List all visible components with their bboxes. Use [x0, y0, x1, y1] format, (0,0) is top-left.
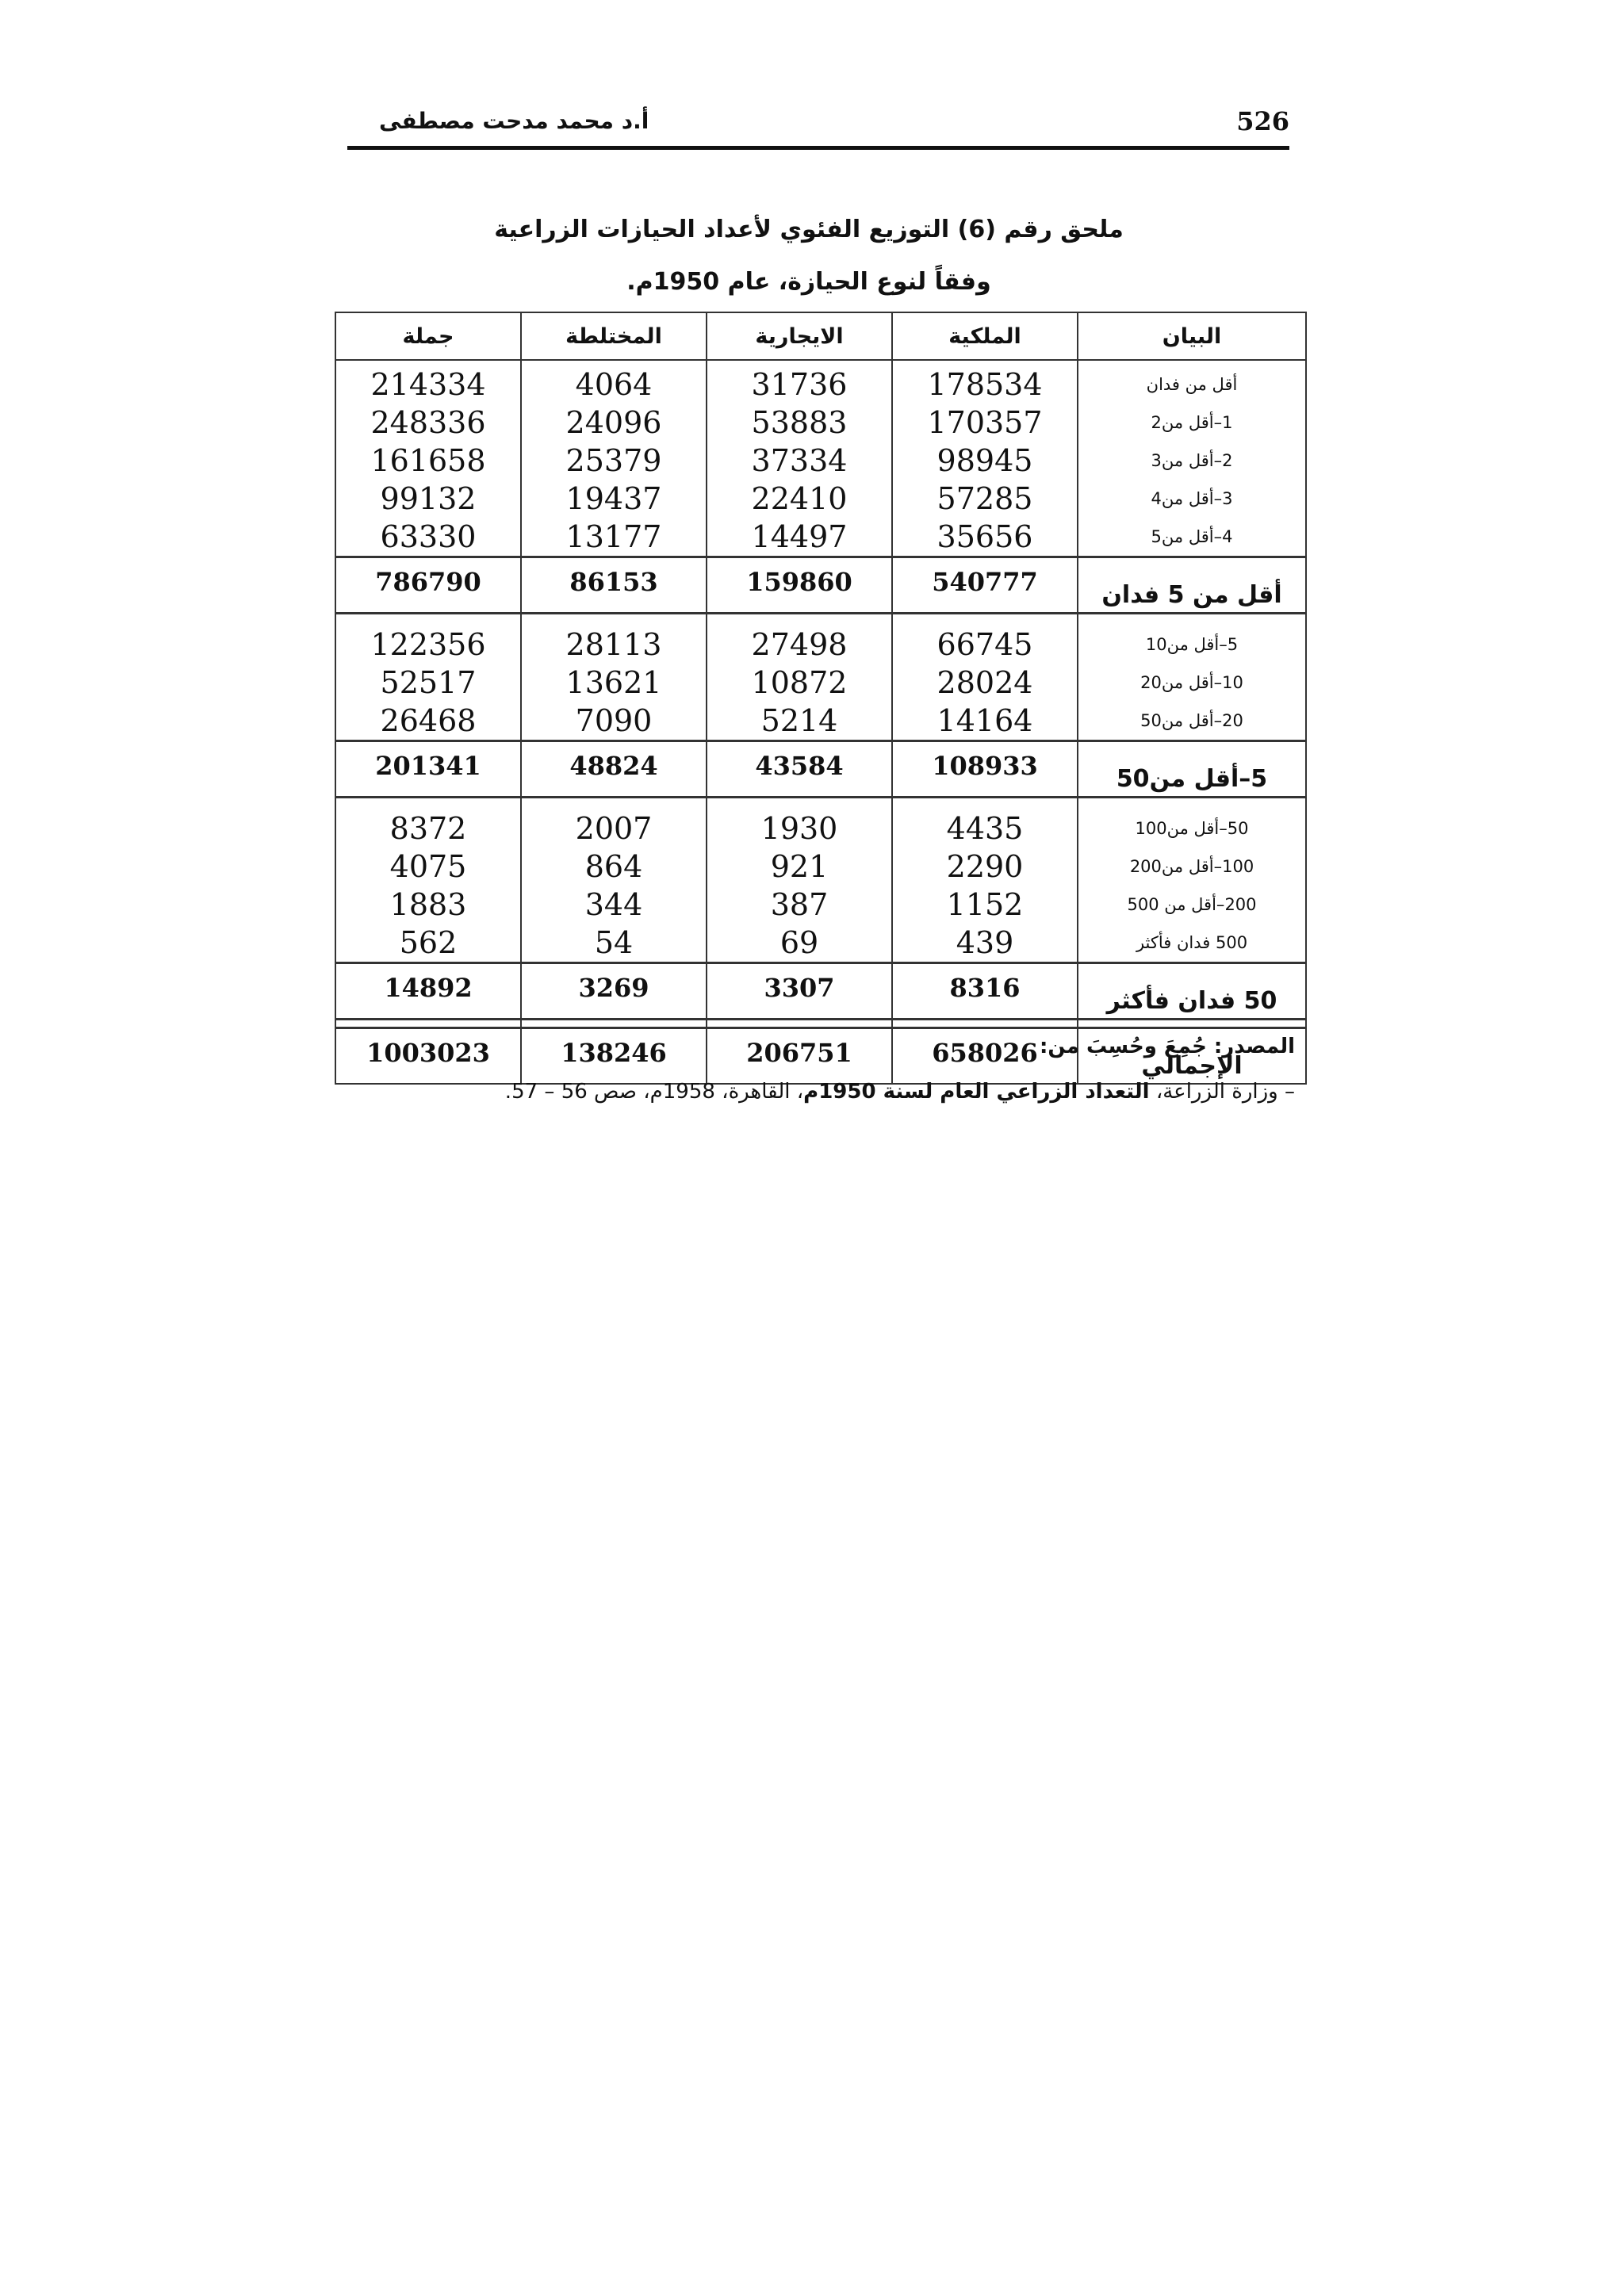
table-title-line1: ملحق رقم (6) التوزيع الفئوي لأعداد الحيازات الزراعية [494, 216, 1124, 243]
table-cell: 540777 [892, 557, 1078, 614]
row-label: 200–أقل من 500 [1078, 886, 1306, 924]
table-cell: 2290 [892, 848, 1078, 886]
table-row [335, 886, 1306, 924]
table-row [335, 702, 1306, 741]
source-book-title: التعداد الزراعي العام لسنة 1950م [803, 1080, 1150, 1104]
separator-cell [892, 798, 1078, 806]
header-rule [347, 146, 1289, 150]
table-cell: 108933 [892, 741, 1078, 798]
table-title-line2: وفقاً لنوع الحيازة، عام 1950م. [626, 268, 991, 296]
table-cell: 63330 [335, 518, 521, 557]
table-cell: 8372 [335, 805, 521, 848]
row-label: 100–أقل من200 [1078, 848, 1306, 886]
table-cell: 138246 [521, 1028, 707, 1085]
table-cell: 25379 [521, 442, 707, 480]
group-separator [335, 1020, 1306, 1028]
page-number: 526 [1236, 106, 1289, 136]
table-cell: 786790 [335, 557, 521, 614]
separator-cell [521, 798, 707, 806]
source-suffix: ، القاهرة، 1958م، صص 56 – 57. [504, 1080, 804, 1104]
table-cell: 28024 [892, 664, 1078, 702]
table-cell: 69 [707, 924, 892, 963]
source-title: المصدر: جُمِعَ وحُسِبَ من: [1040, 1035, 1295, 1058]
row-label: 5–أقل من50 [1078, 741, 1306, 798]
table-row [335, 442, 1306, 480]
table-cell: 122356 [335, 621, 521, 664]
table-cell: 1883 [335, 886, 521, 924]
table-cell: 27498 [707, 621, 892, 664]
separator-cell [892, 614, 1078, 622]
table-cell: 7090 [521, 702, 707, 741]
holdings-table [335, 312, 1307, 1085]
column-header: جملة [335, 312, 521, 360]
table-cell: 57285 [892, 480, 1078, 518]
source-reference [505, 1080, 1295, 1104]
row-label: أقل من فدان [1078, 360, 1306, 404]
table-cell: 99132 [335, 480, 521, 518]
row-label: 10–أقل من20 [1078, 664, 1306, 702]
table-cell: 10872 [707, 664, 892, 702]
table-row [335, 805, 1306, 848]
table-row [335, 848, 1306, 886]
row-label: أقل من 5 فدان [1078, 557, 1306, 614]
column-header: الملكية [892, 312, 1078, 360]
table-cell: 4064 [521, 360, 707, 404]
table-cell: 3269 [521, 963, 707, 1020]
table-cell: 22410 [707, 480, 892, 518]
table-row [335, 664, 1306, 702]
subtotal-row [335, 963, 1306, 1020]
separator-cell [1078, 798, 1306, 806]
page-header [347, 101, 1289, 149]
table-cell: 248336 [335, 404, 521, 442]
column-header: المختلطة [521, 312, 707, 360]
table-cell: 344 [521, 886, 707, 924]
table-cell: 14497 [707, 518, 892, 557]
table-row [335, 924, 1306, 963]
table-cell: 35656 [892, 518, 1078, 557]
table-cell: 1003023 [335, 1028, 521, 1085]
table-cell: 48824 [521, 741, 707, 798]
row-label: 500 فدان فأكثر [1078, 924, 1306, 963]
row-label: الإجمالي [1078, 1028, 1306, 1085]
table-cell: 161658 [335, 442, 521, 480]
table-cell: 86153 [521, 557, 707, 614]
table-cell: 864 [521, 848, 707, 886]
row-label: 20–أقل من50 [1078, 702, 1306, 741]
table-cell: 14164 [892, 702, 1078, 741]
table-cell: 214334 [335, 360, 521, 404]
table-cell: 14892 [335, 963, 521, 1020]
separator-cell [521, 614, 707, 622]
row-label: 2–أقل من3 [1078, 442, 1306, 480]
table-cell: 439 [892, 924, 1078, 963]
table-cell: 2007 [521, 805, 707, 848]
row-label: 50 فدان فأكثر [1078, 963, 1306, 1020]
group-separator [335, 798, 1306, 806]
separator-cell [521, 1020, 707, 1028]
table-cell: 170357 [892, 404, 1078, 442]
table-cell: 98945 [892, 442, 1078, 480]
row-label: 1–أقل من2 [1078, 404, 1306, 442]
table-header-row [335, 312, 1306, 360]
table-cell: 5214 [707, 702, 892, 741]
table-cell: 562 [335, 924, 521, 963]
separator-cell [707, 798, 892, 806]
table-cell: 201341 [335, 741, 521, 798]
table-cell: 4435 [892, 805, 1078, 848]
row-label: 50–أقل من100 [1078, 805, 1306, 848]
separator-cell [892, 1020, 1078, 1028]
table-cell: 26468 [335, 702, 521, 741]
separator-cell [335, 798, 521, 806]
table-cell: 54 [521, 924, 707, 963]
table-cell: 19437 [521, 480, 707, 518]
table-cell: 43584 [707, 741, 892, 798]
table-row [335, 621, 1306, 664]
table-row [335, 404, 1306, 442]
table-cell: 178534 [892, 360, 1078, 404]
separator-cell [335, 1020, 521, 1028]
column-header: الايجارية [707, 312, 892, 360]
table-cell: 13177 [521, 518, 707, 557]
table-cell: 1930 [707, 805, 892, 848]
table-cell: 159860 [707, 557, 892, 614]
separator-cell [1078, 614, 1306, 622]
table-cell: 52517 [335, 664, 521, 702]
separator-cell [335, 614, 521, 622]
table-cell: 24096 [521, 404, 707, 442]
table-cell: 53883 [707, 404, 892, 442]
separator-cell [1078, 1020, 1306, 1028]
table-cell: 66745 [892, 621, 1078, 664]
row-label: 4–أقل من5 [1078, 518, 1306, 557]
table-row [335, 518, 1306, 557]
table-cell: 206751 [707, 1028, 892, 1085]
table-row [335, 480, 1306, 518]
subtotal-row [335, 557, 1306, 614]
subtotal-row [335, 741, 1306, 798]
table-cell: 1152 [892, 886, 1078, 924]
table-cell: 387 [707, 886, 892, 924]
table-cell: 3307 [707, 963, 892, 1020]
row-label: 5–أقل من10 [1078, 621, 1306, 664]
table-cell: 4075 [335, 848, 521, 886]
separator-cell [707, 614, 892, 622]
author-name: أ.د محمد مدحت مصطفى [379, 108, 649, 134]
column-header: البيان [1078, 312, 1306, 360]
table-body [335, 360, 1306, 1084]
separator-cell [707, 1020, 892, 1028]
table-cell: 921 [707, 848, 892, 886]
source-prefix: – وزارة الزراعة، [1149, 1080, 1295, 1104]
table-cell: 13621 [521, 664, 707, 702]
row-label: 3–أقل من4 [1078, 480, 1306, 518]
table-cell: 37334 [707, 442, 892, 480]
table-row [335, 360, 1306, 404]
group-separator [335, 614, 1306, 622]
table-cell: 28113 [521, 621, 707, 664]
table-cell: 658026 [892, 1028, 1078, 1085]
table-cell: 31736 [707, 360, 892, 404]
table-cell: 8316 [892, 963, 1078, 1020]
